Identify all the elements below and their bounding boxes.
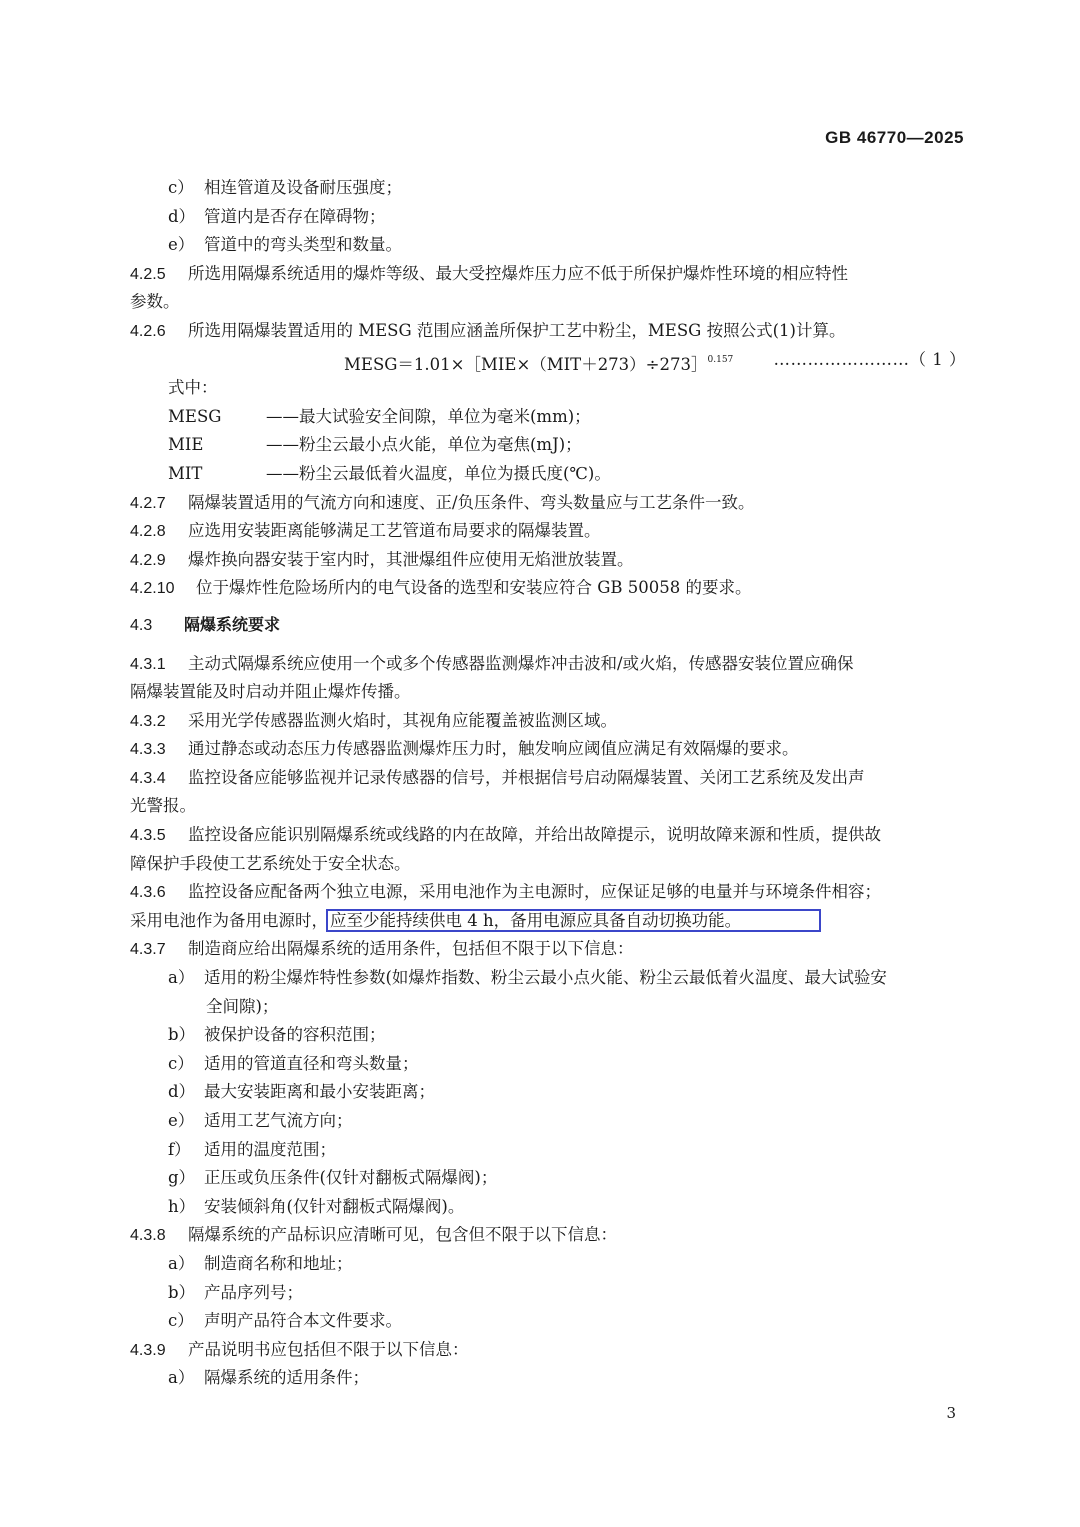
clause-number: 4.2.8 (130, 523, 166, 541)
clause-continuation: 光警报。 (130, 796, 196, 816)
page-number: 3 (946, 1404, 956, 1422)
item-text: 适用工艺气流方向； (204, 1111, 353, 1130)
item-label: f） (168, 1139, 191, 1159)
clause-number: 4.3.5 (130, 827, 166, 845)
list-item (130, 1279, 966, 1308)
clause-number: 4.3.4 (130, 769, 166, 787)
list-item (130, 1078, 966, 1107)
clause-number: 4.3.7 (130, 941, 166, 959)
item-label: d） (168, 206, 196, 226)
clause-continuation: 障保护手段使工艺系统处于安全状态。 (130, 853, 411, 873)
list-item (130, 1307, 966, 1336)
item-label: e） (168, 1111, 195, 1130)
item-text: 正压或负压条件(仅针对翻板式隔爆阀)； (204, 1168, 498, 1188)
clause-text: 监控设备应能识别隔爆系统或线路的内在故障，并给出故障提示，说明故障来源和性质，提供故 (188, 825, 881, 845)
symbol-definition (130, 403, 966, 432)
formula-exponent: 0.157 (707, 354, 734, 365)
clause-text: 应选用安装距离能够满足工艺管道布局要求的隔爆装置。 (188, 521, 601, 541)
clause (130, 546, 966, 575)
clause-text: 隔爆系统的产品标识应清晰可见，包含但不限于以下信息： (188, 1225, 617, 1245)
document-body (130, 174, 966, 1393)
clause-text: 采用光学传感器监测火焰时，其视角应能覆盖被监测区域。 (188, 710, 617, 730)
item-label: c） (168, 1311, 194, 1331)
list-item (130, 1193, 966, 1222)
item-label: d） (168, 1082, 196, 1102)
document-id: GB 46770—2025 (825, 128, 964, 147)
highlight-box: 应至少能持续供电 4 h，备用电源应具备自动切换功能。 (326, 909, 821, 932)
clause-continuation: 隔爆装置能及时启动并阻止爆炸传播。 (130, 682, 411, 702)
list-item (130, 1364, 966, 1393)
symbol-text: ——粉尘云最小点火能，单位为毫焦(mJ)； (266, 435, 582, 455)
list-item (130, 1136, 966, 1165)
clause-number: 4.2.5 (130, 265, 166, 283)
list-item-continuation: 全间隙)； (206, 996, 279, 1016)
list-item (130, 1050, 966, 1079)
item-label: a） (168, 968, 195, 988)
item-label: b） (168, 1025, 196, 1045)
item-text: 产品序列号； (204, 1282, 303, 1302)
clause (130, 935, 966, 964)
item-text: 制造商名称和地址； (204, 1253, 353, 1273)
item-label: c） (168, 178, 194, 197)
list-item (130, 1021, 966, 1050)
symbol: MESG (168, 406, 222, 426)
clause (130, 650, 966, 679)
item-text: 适用的粉尘爆炸特性参数(如爆炸指数、粉尘云最小点火能、粉尘云最低着火温度、最大试验安 (204, 968, 887, 988)
clause (130, 707, 966, 736)
list-item (130, 1250, 966, 1279)
clause-text: 位于爆炸性危险场所内的电气设备的选型和安装应符合 GB 50058 的要求。 (196, 578, 752, 598)
item-label: g） (168, 1168, 196, 1188)
symbol-text: ——粉尘云最低着火温度，单位为摄氏度(℃)。 (266, 463, 611, 483)
item-text: 相连管道及设备耐压强度； (204, 178, 402, 197)
list-item (130, 1107, 966, 1136)
clause-number: 4.2.7 (130, 494, 166, 512)
clause-text: 采用电池作为备用电源时， (130, 910, 328, 930)
clause-text: 通过静态或动态压力传感器监测爆炸压力时，触发响应阈值应满足有效隔爆的要求。 (188, 739, 799, 759)
clause (130, 260, 966, 289)
clause-number: 4.3.9 (130, 1341, 166, 1359)
clause (130, 878, 966, 907)
clause (130, 764, 966, 793)
symbol-definition (130, 460, 966, 489)
list-item (130, 231, 966, 260)
symbol: MIT (168, 463, 203, 483)
clause-text: 所选用隔爆装置适用的 MESG 范围应涵盖所保护工艺中粉尘，MESG 按照公式(1)计算。 (188, 320, 846, 340)
clause-text: 产品说明书应包括但不限于以下信息： (188, 1339, 469, 1359)
list-item (130, 964, 966, 993)
section-heading (130, 611, 966, 640)
item-text: 适用的温度范围； (204, 1139, 336, 1159)
item-text: 管道内是否存在障碍物； (204, 206, 386, 226)
clause-number: 4.2.10 (130, 580, 175, 598)
clause-number: 4.3.1 (130, 655, 166, 673)
item-text: 被保护设备的容积范围； (204, 1025, 386, 1045)
list-item (130, 174, 966, 203)
clause-text: 爆炸换向器安装于室内时，其泄爆组件应使用无焰泄放装置。 (188, 549, 634, 569)
item-text: 最大安装距离和最小安装距离； (204, 1082, 435, 1102)
clause (130, 1336, 966, 1365)
item-text: 安装倾斜角(仅针对翻板式隔爆阀)。 (204, 1196, 465, 1216)
clause-text: 隔爆装置适用的气流方向和速度、正/负压条件、弯头数量应与工艺条件一致。 (188, 492, 755, 512)
clause-number: 4.3.8 (130, 1227, 166, 1245)
where-label: 式中： (168, 378, 218, 398)
clause-number: 4.3.2 (130, 712, 166, 730)
symbol: MIE (168, 435, 204, 455)
clause-number: 4.3.6 (130, 884, 166, 902)
clause-text: 主动式隔爆系统应使用一个或多个传感器监测爆炸冲击波和/或火焰，传感器安装位置应确保 (188, 653, 854, 673)
list-item (130, 203, 966, 232)
clause-text: 制造商应给出隔爆系统的适用条件，包括但不限于以下信息： (188, 939, 634, 959)
item-text: 管道中的弯头类型和数量。 (204, 235, 402, 255)
section-title: 隔爆系统要求 (184, 614, 281, 634)
clause (130, 517, 966, 546)
clause-text: 所选用隔爆系统适用的爆炸等级、最大受控爆炸压力应不低于所保护爆炸性环境的相应特性 (188, 263, 848, 283)
formula-reference: ……………………（ 1 ） (773, 349, 966, 369)
section-number: 4.3 (130, 616, 153, 634)
symbol-text: ——最大试验安全间隙，单位为毫米(mm)； (266, 406, 591, 426)
item-label: h） (168, 1196, 196, 1216)
item-label: c） (168, 1053, 194, 1073)
list-item (130, 1164, 966, 1193)
clause (130, 735, 966, 764)
item-text: 声明产品符合本文件要求。 (204, 1311, 402, 1331)
clause (130, 821, 966, 850)
item-label: e） (168, 235, 195, 255)
item-label: b） (168, 1282, 196, 1302)
symbol-definition (130, 431, 966, 460)
clause (130, 317, 966, 346)
formula (130, 346, 966, 375)
clause-number: 4.3.3 (130, 741, 166, 759)
item-text: 隔爆系统的适用条件； (204, 1368, 369, 1388)
clause-text: 监控设备应配备两个独立电源，采用电池作为主电源时，应保证足够的电量并与环境条件相容； (188, 882, 881, 902)
clause-continuation (130, 907, 966, 936)
clause-number: 4.2.6 (130, 322, 166, 340)
item-label: a） (168, 1368, 195, 1388)
clause-number: 4.2.9 (130, 551, 166, 569)
clause-continuation: 参数。 (130, 292, 180, 312)
clause (130, 489, 966, 518)
clause-text: 监控设备应能够监视并记录传感器的信号，并根据信号启动隔爆装置、关闭工艺系统及发出声 (188, 767, 865, 787)
item-label: a） (168, 1253, 195, 1273)
item-text: 适用的管道直径和弯头数量； (204, 1053, 419, 1073)
clause (130, 574, 966, 603)
formula-expression: MESG＝1.01×［MIE×（MIT＋273）÷273］$^{0.157}$ (344, 354, 734, 374)
clause (130, 1221, 966, 1250)
